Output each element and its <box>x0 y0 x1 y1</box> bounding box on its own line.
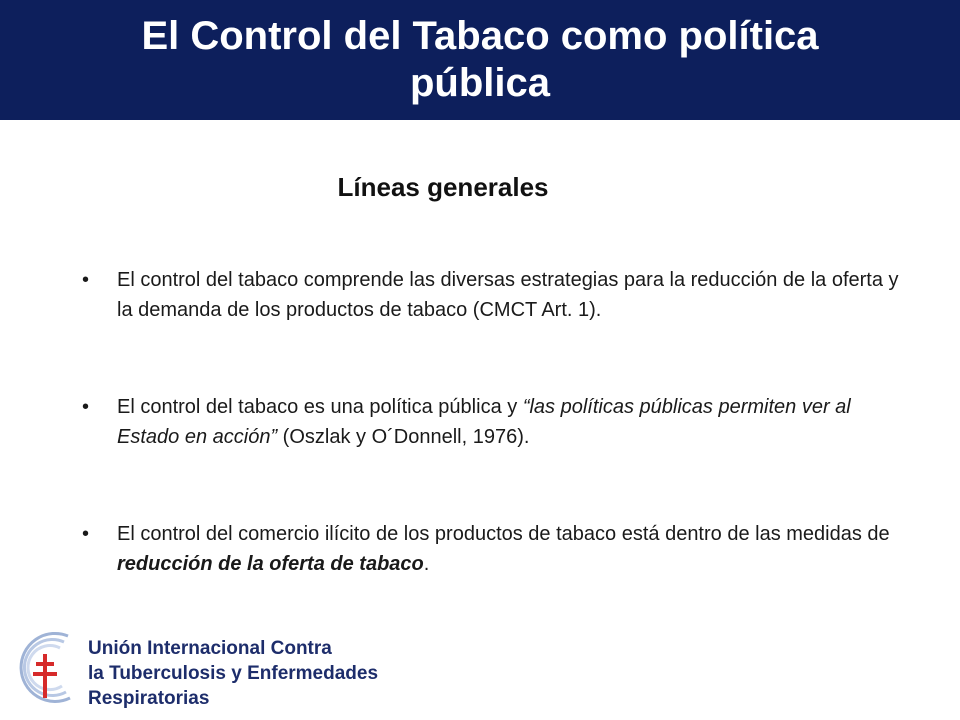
bullet-item <box>82 519 902 579</box>
union-logo <box>8 628 488 708</box>
bullet-citation: (Oszlak y O´Donnell, 1976). <box>277 426 530 448</box>
bullet-list <box>82 265 902 579</box>
bullet-dot: • <box>82 523 90 545</box>
bullet-item <box>82 392 902 452</box>
bullet-text: El control del comercio ilícito de los productos de tabaco está dentro de las medidas de <box>117 523 890 545</box>
bullet-text: El control del tabaco comprende las diversas estrategias para la reducción de la oferta y la demanda de los productos de tabaco (CMCT Art. 1). <box>117 269 899 321</box>
logo-text <box>88 636 488 711</box>
bullet-end: . <box>423 553 430 575</box>
bullet-dot: • <box>82 396 90 418</box>
bullet-emphasis: reducción de la oferta de tabaco <box>117 553 424 575</box>
slide-title: El Control del Tabaco como política pública <box>141 14 819 105</box>
bullet-text: El control del tabaco es una política pública y <box>117 396 523 418</box>
bullet-quote: “las políticas públicas permiten ver al Estado en acción” <box>117 396 851 448</box>
title-bar <box>0 0 960 120</box>
logo-line-2: la Tuberculosis y Enfermedades Respiratorias <box>88 663 379 709</box>
bullet-item <box>82 265 902 325</box>
slide-subtitle: Líneas generales <box>337 172 549 202</box>
bullet-dot: • <box>82 269 90 291</box>
lorraine-cross-icon <box>8 628 84 708</box>
logo-line-1: Unión Internacional Contra <box>88 638 332 659</box>
